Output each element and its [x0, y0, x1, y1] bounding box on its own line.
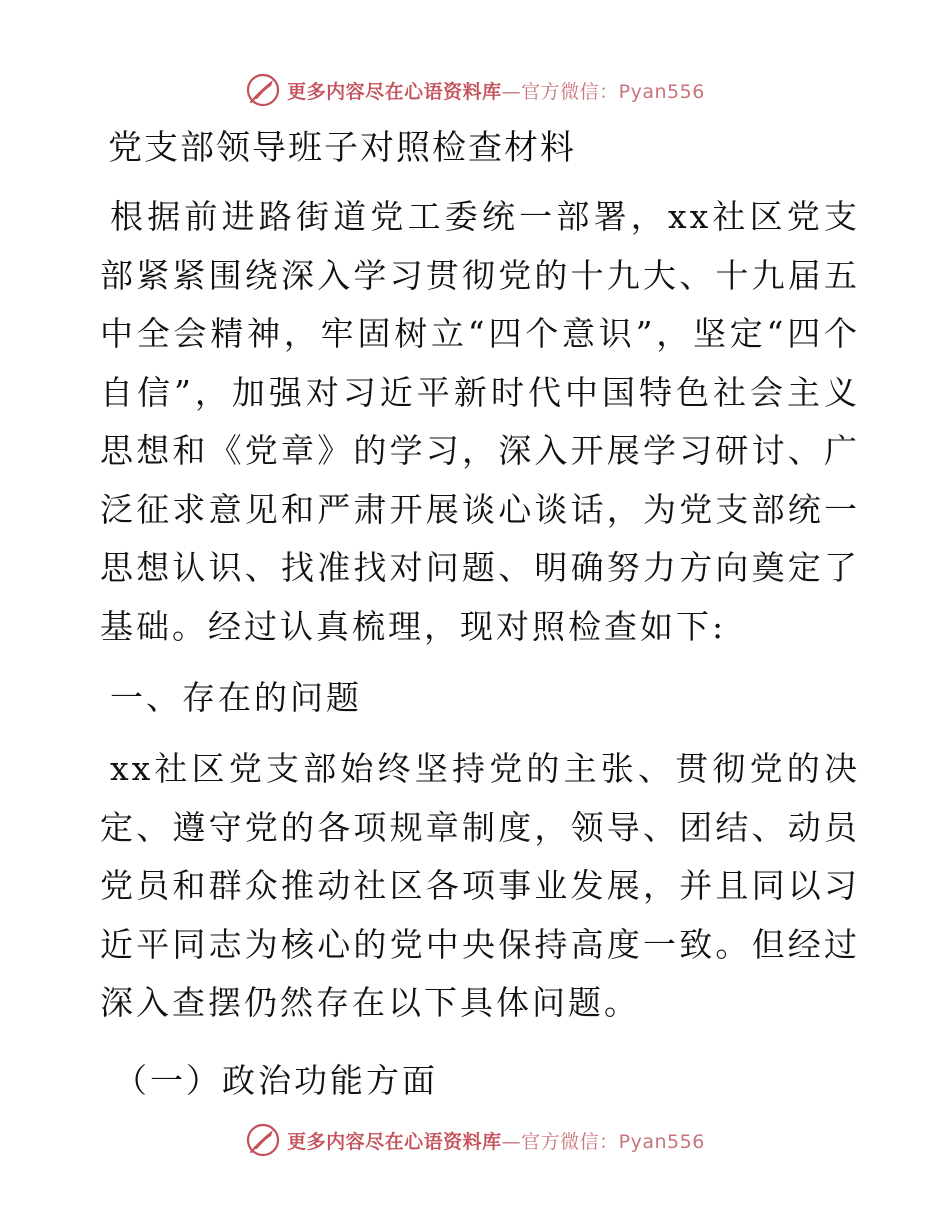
watermark-footer	[0, 1120, 950, 1160]
watermark-header	[0, 70, 950, 110]
subsection-heading-political: （一）政治功能方面	[114, 1060, 438, 1100]
watermark-text: 更多内容尽在心语资料库—官方微信：Pyan556	[287, 80, 705, 103]
intro-paragraph: 根据前进路街道党工委统一部署，xx社区党支部紧紧围绕深入学习贯彻党的十九大、十九届五中全会精神，牢固树立“四个意识”，坚定“四个自信”，加强对习近平新时代中国特色社会主义思想和《党章》的学习，深入开展学习研讨、广泛征求意见和严肃开展谈心谈话，为党支部统一思想认识、找准找对问题、明确努力方向奠定了基础。经过认真梳理，现对照检查如下:	[100, 197, 860, 646]
section-heading-problems: 一、存在的问题	[110, 678, 362, 717]
section-paragraph-problems: xx社区党支部始终坚持党的主张、贯彻党的决定、遵守党的各项规章制度，领导、团结、动员党员和群众推动社区各项事业发展，并且同以习近平同志为核心的党中央保持高度一致。但经过深入查摆仍然存在以下具体问题。	[100, 749, 860, 1022]
quill-seal-icon	[245, 1122, 281, 1158]
document-title: 党支部领导班子对照检查材料	[108, 128, 576, 168]
quill-seal-icon	[245, 72, 281, 108]
watermark-text: 更多内容尽在心语资料库—官方微信：Pyan556	[287, 1130, 705, 1153]
document-body	[100, 122, 860, 1109]
